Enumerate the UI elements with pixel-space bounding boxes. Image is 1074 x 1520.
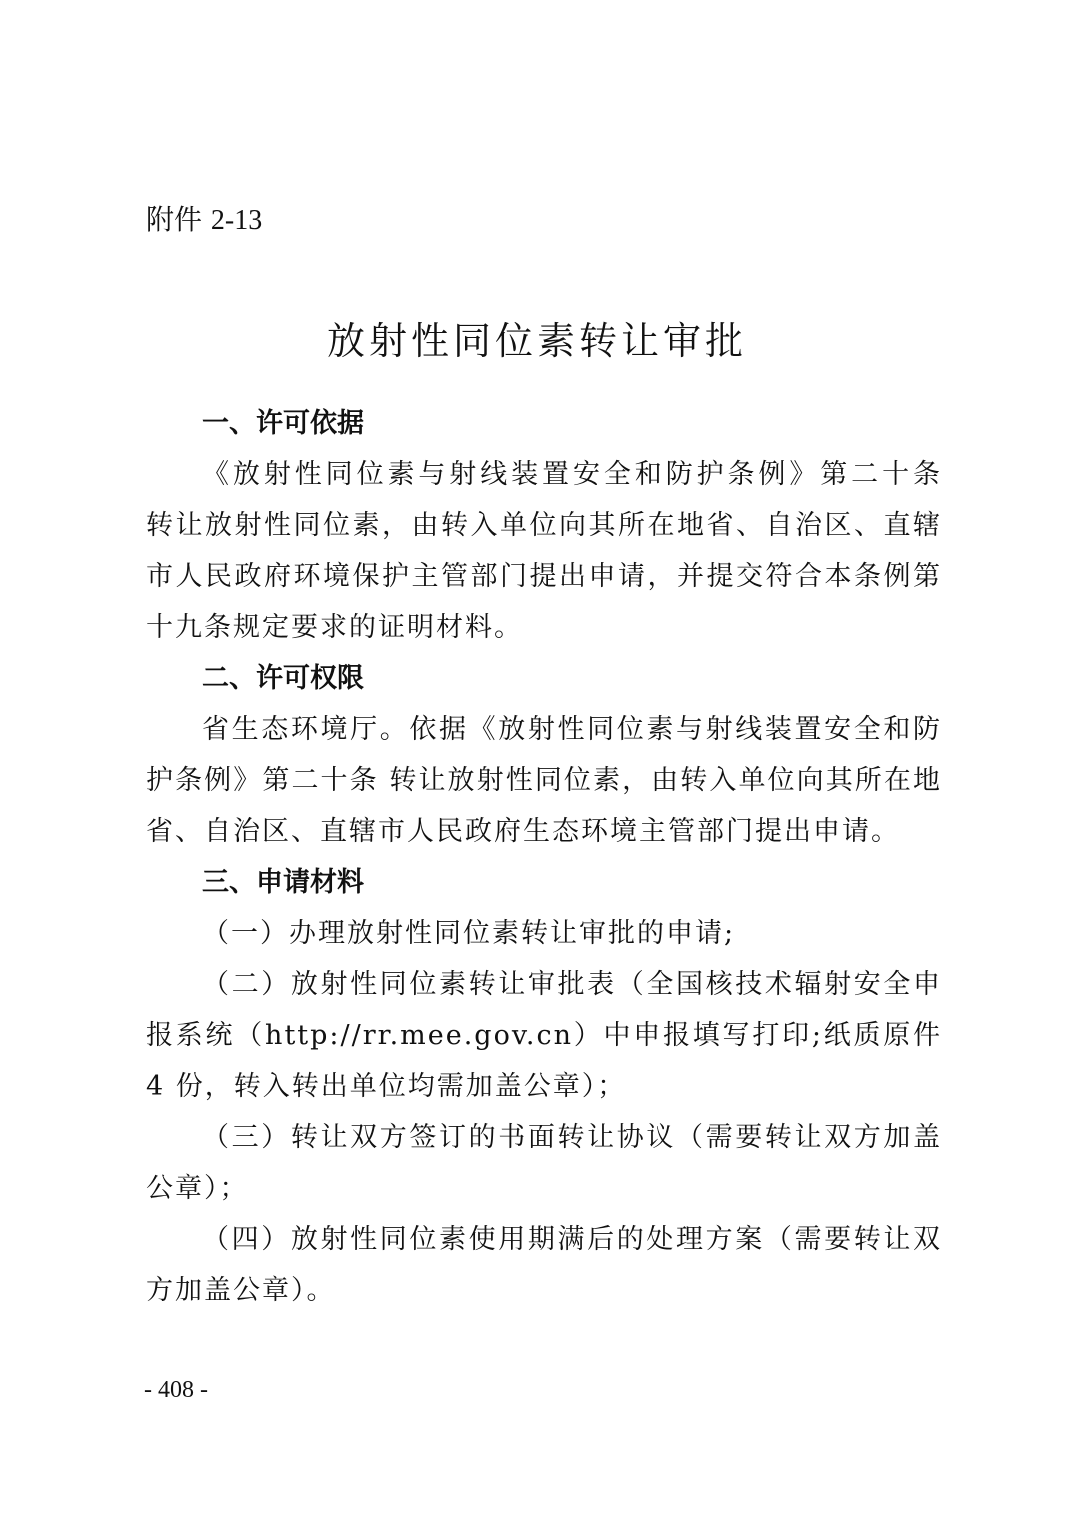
- section-heading-materials: 三、申请材料: [202, 867, 364, 898]
- attachment-number: 2-13: [210, 205, 263, 236]
- material-item: （三）转让双方签订的书面转让协议（需要转让双方加盖公章）；: [146, 1122, 942, 1204]
- document-title: 放射性同位素转让审批: [326, 319, 747, 364]
- material-item: （四）放射性同位素使用期满后的处理方案（需要转让双方加盖公章）。: [146, 1224, 942, 1306]
- section-paragraph: 《放射性同位素与射线装置安全和防护条例》第二十条 转让放射性同位素，由转入单位向其所在地省、自治区、直辖市人民政府环境保护主管部门提出申请，并提交符合本条例第十九条规定要求的证明材料。: [146, 459, 971, 643]
- section-heading-authority: 二、许可权限: [202, 663, 364, 694]
- document-body: [146, 398, 971, 1316]
- page-number: - 408 -: [144, 1377, 208, 1403]
- material-item: （一）办理放射性同位素转让审批的申请;: [202, 918, 736, 949]
- section-paragraph: 省生态环境厅。依据《放射性同位素与射线装置安全和防护条例》第二十条 转让放射性同位素，由转入单位向其所在地省、自治区、直辖市人民政府生态环境主管部门提出申请。: [146, 714, 942, 847]
- attachment-prefix: 附件: [146, 203, 203, 236]
- section-heading-basis: 一、许可依据: [202, 408, 364, 439]
- material-item: （二）放射性同位素转让审批表（全国核技术辐射安全申报系统（http://rr.mee.gov.cn）中申报填写打印;纸质原件 4 份，转入转出单位均需加盖公章）；: [146, 969, 942, 1102]
- attachment-label: [146, 200, 262, 241]
